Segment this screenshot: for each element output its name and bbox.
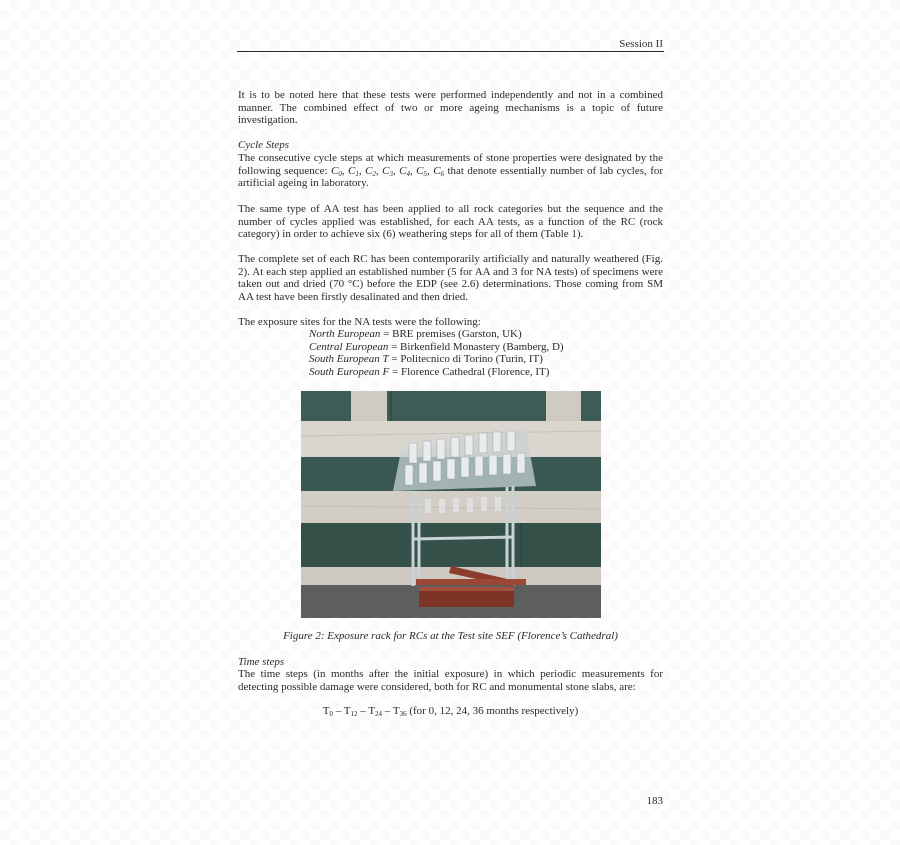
formula-subscript: 0 bbox=[329, 710, 333, 718]
site-row bbox=[309, 366, 663, 379]
formula-term: T bbox=[322, 705, 330, 717]
cycle-subscript: 0 bbox=[338, 169, 342, 178]
site-name: North European bbox=[309, 328, 381, 340]
section-title-cycle-steps: Cycle Steps bbox=[238, 139, 290, 151]
paragraph-weathering: The complete set of each RC has been contemporarily artificially and naturally weathered (Fig. 2). At each step applied an established number (5 for AA and 3 for NA tests) of specimens were taken out and dried (70 °C) before the EDP (see 2.6) determinations. Those coming from SM AA test have been firstly desalinated and then dried. bbox=[238, 253, 663, 303]
formula-dash: – bbox=[357, 705, 369, 717]
exposure-rack-photo bbox=[301, 391, 601, 618]
cycle-symbol: $C_4$ bbox=[399, 164, 410, 178]
paragraph-time-steps: The time steps (in months after the initial exposure) in which periodic measurements for detecting possible damage were considered, both for RC and monumental stone slabs, are: bbox=[238, 668, 663, 693]
cycle-subscript: 3 bbox=[389, 169, 393, 178]
cycle-subscript: 1 bbox=[355, 169, 359, 178]
paragraph-intro: It is to be noted here that these tests were performed independently and not in a combined manner. The combined effect of two or more ageing mechanisms is a topic of future investigation. bbox=[238, 89, 663, 127]
site-location: = Birkenfield Monastery (Bamberg, D) bbox=[388, 340, 564, 353]
formula-subscript: 36 bbox=[399, 710, 407, 718]
cycle-symbol: $C_6$ bbox=[433, 164, 445, 178]
cycle-text-after: that denote essentially number of lab cycles, for artificial ageing in laboratory. bbox=[238, 164, 664, 190]
site-row bbox=[309, 328, 663, 341]
site-name: South European T bbox=[309, 353, 389, 366]
site-location: = Florence Cathedral (Florence, IT) bbox=[389, 365, 550, 378]
cycle-symbol: $C_0$ bbox=[331, 164, 342, 178]
paragraph-aa-test: The same type of AA test has been applied to all rock categories but the sequence and the number of cycles applied was established, for each AA tests, as a function of the RC (rock category) in order to achieve six (6) weathering steps for all of them (Table 1). bbox=[238, 203, 663, 241]
page-number: 183 bbox=[646, 795, 663, 807]
site-name: South European F bbox=[309, 365, 390, 378]
exposure-site-list bbox=[309, 328, 663, 378]
cycle-symbol: $C_3$ bbox=[382, 164, 393, 178]
cycle-subscript: 4 bbox=[406, 169, 410, 178]
running-head: Session II bbox=[619, 38, 663, 50]
cycle-symbol: $C_1$ bbox=[348, 164, 359, 178]
formula-dash: – bbox=[332, 705, 344, 717]
site-name: Central European bbox=[309, 340, 389, 353]
time-steps-formula bbox=[238, 705, 663, 717]
cycle-subscript: 6 bbox=[440, 169, 445, 178]
section-title-time-steps: Time steps bbox=[238, 656, 285, 668]
cycle-text-before: The consecutive cycle steps at which measurements of stone properties were designated by the following sequence: bbox=[238, 152, 663, 177]
site-location: = Politecnico di Torino (Turin, IT) bbox=[388, 353, 543, 366]
formula-term: T bbox=[368, 705, 376, 717]
formula-subscript: 12 bbox=[350, 710, 358, 718]
cycle-sequence: $C_0$, $C_1$, $C_2$, $C_3$, $C_4$, $C_5$, $C_6$ bbox=[331, 164, 445, 178]
header-rule bbox=[237, 51, 664, 52]
cycle-symbol: $C_5$ bbox=[416, 164, 428, 178]
formula-term: T bbox=[392, 705, 400, 717]
site-row bbox=[309, 353, 663, 366]
cycle-subscript: 5 bbox=[423, 169, 428, 178]
site-row bbox=[309, 341, 663, 354]
cycle-symbol: $C_2$ bbox=[365, 164, 376, 178]
formula-tail: (for 0, 12, 24, 36 months respectively) bbox=[406, 705, 579, 717]
paragraph-cycle-steps bbox=[238, 152, 663, 190]
formula-dash: – bbox=[382, 705, 393, 717]
formula-term: T bbox=[343, 705, 351, 717]
site-location: = BRE premises (Garston, UK) bbox=[380, 328, 522, 340]
cycle-subscript: 2 bbox=[372, 169, 376, 178]
figure-caption: Figure 2: Exposure rack for RCs at the Test site SEF (Florence’s Cathedral) bbox=[283, 630, 618, 642]
formula-subscript: 24 bbox=[375, 710, 383, 718]
paragraph-exposure-sites: The exposure sites for the NA tests were the following: bbox=[238, 316, 481, 328]
